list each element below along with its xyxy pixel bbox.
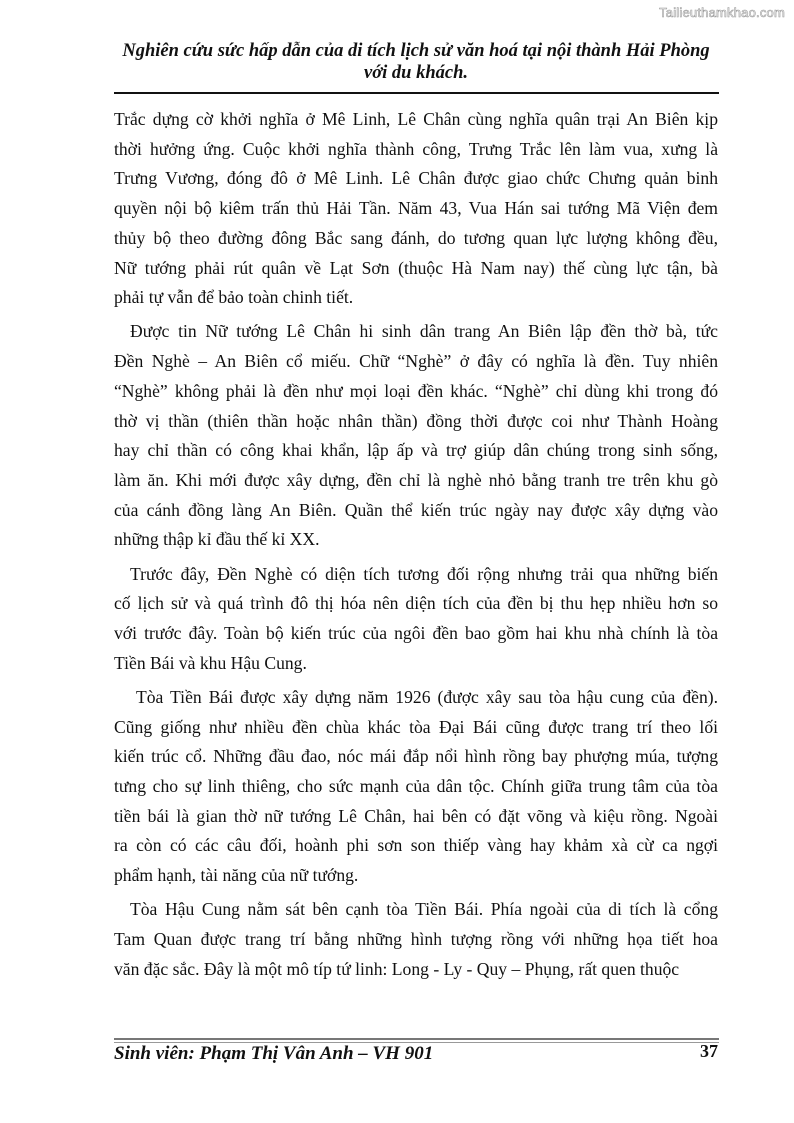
text-line: với trước đây. Toàn bộ kiến trúc của ngôi đền bao gồm hai khu nhà chính là tòa	[114, 622, 718, 643]
text-line: “Nghè” không phải là đền như mọi loại đền khác. “Nghè” chỉ dùng khi trong đó	[114, 380, 718, 401]
text-line: cố lịch sử và quá trình đô thị hóa nên diện tích của đền bị thu hẹp nhiều hơn so	[114, 593, 718, 614]
text-line: Tòa Hậu Cung nằm sát bên cạnh tòa Tiền Bái. Phía ngoài của di tích là cổng	[130, 899, 718, 920]
text-line: ra còn có các câu đối, hoành phi sơn son thiếp vàng hay khảm xà cừ ca ngợi	[114, 835, 718, 856]
text-line: thủy bộ theo đường đông Bắc sang đánh, do tương quan lực lượng không đều,	[114, 227, 718, 248]
text-line: của cánh đồng làng An Biên. Quần thể kiến trúc ngày nay được xây dựng vào	[114, 499, 718, 520]
page-header-title	[114, 40, 718, 84]
text-line: những thập kỉ đầu thế kỉ XX.	[114, 529, 320, 550]
text-line: Trưng Vương, đóng đô ở Mê Linh. Lê Chân được giao chức Chưng quản binh	[114, 168, 718, 189]
text-line: Được tin Nữ tướng Lê Chân hi sinh dân trang An Biên lập đền thờ bà, tức	[130, 321, 718, 342]
text-line: Nữ tướng phải rút quân về Lạt Sơn (thuộc Hà Nam nay) thế cùng lực tận, bà	[114, 257, 718, 278]
text-line: phải tự vẫn để bảo toàn chinh tiết.	[114, 287, 354, 308]
text-line: làm ăn. Khi mới được xây dựng, đền chỉ là nghè nhỏ bằng tranh tre trên khu gò	[114, 469, 718, 490]
text-line: Cũng giống như nhiều đền chùa khác tòa Đại Bái cũng được trang trí theo lối	[114, 716, 718, 737]
text-line: quyền nội bộ kiêm trấn thủ Hải Tần. Năm 43, Vua Hán sai tướng Mã Viện đem	[114, 198, 718, 219]
text-line: phẩm hạnh, tài năng của nữ tướng.	[114, 865, 359, 885]
text-line: tiền bái là gian thờ nữ tướng Lê Chân, hai bên có đặt võng và kiệu rồng. Ngoài	[114, 805, 718, 826]
text-line: thời hưởng ứng. Cuộc khởi nghĩa thành công, Trưng Trắc lên làm vua, xưng là	[114, 138, 718, 159]
text-line: Trắc dựng cờ khởi nghĩa ở Mê Linh, Lê Chân cùng nghĩa quân trại An Biên kịp	[114, 109, 718, 129]
text-line: Tòa Tiền Bái được xây dựng năm 1926 (được xây sau tòa hậu cung của đền).	[136, 686, 718, 707]
header-rule	[114, 92, 719, 94]
text-line: văn đặc sắc. Đây là một mô típ tứ linh: Long - Ly - Quy – Phụng, rất quen thuộc	[114, 958, 680, 979]
text-line: hay chỉ thần có công khai khẩn, lập ấp và trợ giúp dân chúng trong sinh sống,	[114, 440, 718, 461]
text-line: Trước đây, Đền Nghè có diện tích tương đối rộng nhưng trải qua những biến	[130, 563, 718, 584]
text-line: Tam Quan được trang trí bằng những hình tượng rồng với những họa tiết hoa	[114, 928, 718, 949]
text-line: tưng cho sự linh thiêng, cho sức mạnh của dân tộc. Chính giữa trung tâm của tòa	[114, 775, 718, 796]
footer-rule	[114, 1038, 719, 1040]
footer-student: Sinh viên: Phạm Thị Vân Anh – VH 901	[114, 1043, 434, 1064]
page-number: 37	[700, 1041, 718, 1061]
title-line: với du khách.	[364, 63, 468, 83]
watermark: Tailieuthamkhao.com	[659, 5, 785, 20]
text-line: thờ vị thần (thiên thần hoặc nhân thần) đồng thời được coi như Thành Hoàng	[114, 410, 718, 431]
text-line: kiến trúc cổ. Những đầu đao, nóc mái đắp nổi hình rồng bay phượng múa, tượng	[114, 746, 718, 767]
title-line: Nghiên cứu sức hấp dẫn của di tích lịch sử văn hoá tại nội thành Hải Phòng	[122, 41, 710, 61]
text-line: Tiền Bái và khu Hậu Cung.	[114, 652, 307, 673]
text-line: Đền Nghè – An Biên cổ miếu. Chữ “Nghè” ở đây có nghĩa là đền. Tuy nhiên	[114, 351, 718, 372]
